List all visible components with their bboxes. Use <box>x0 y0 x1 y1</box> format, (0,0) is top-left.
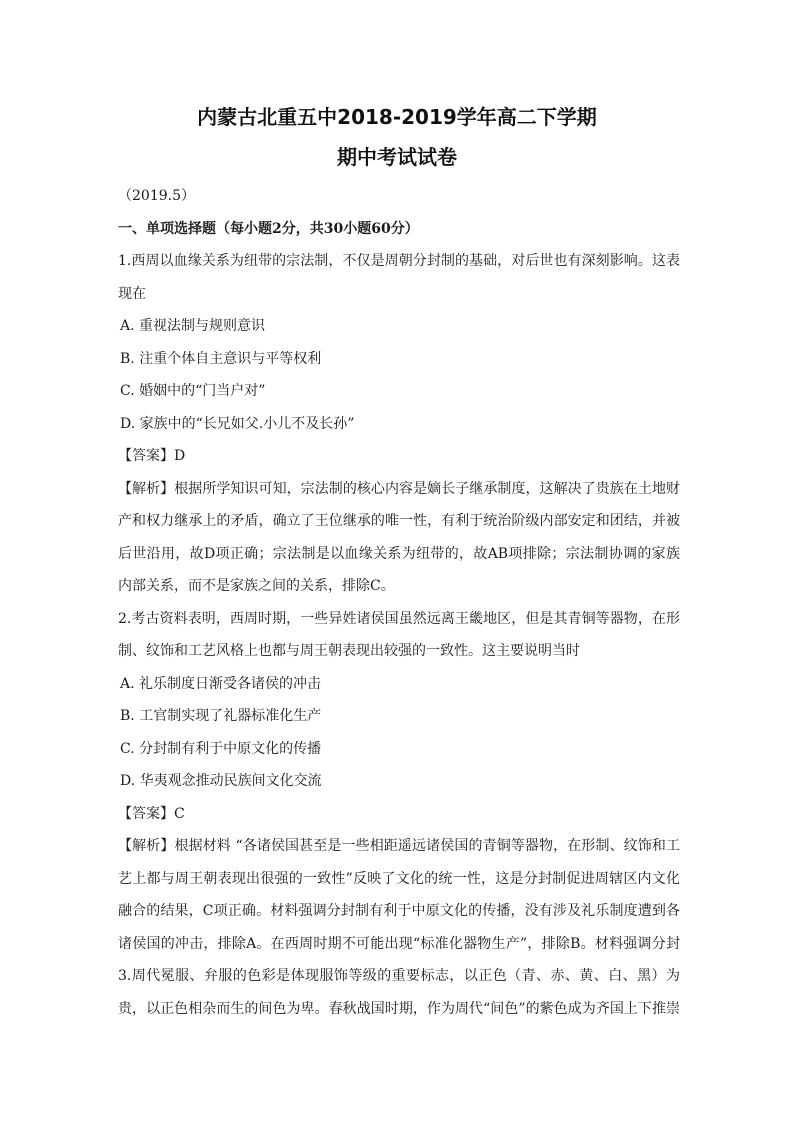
question-1-option-c: C. 婚姻中的“门当户对” <box>120 383 266 399</box>
question-1-option-a: A. 重视法制与规则意识 <box>120 318 266 334</box>
question-1-stem: 1.西周以血缘关系为纽带的宗法制，不仅是周朝分封制的基础，对后世也有深刻影响。这表现在 <box>118 253 680 302</box>
question-2-option-d: D. 华夷观念推动民族间文化交流 <box>120 773 322 789</box>
answer-value: C <box>174 805 185 822</box>
question-3-stem: 3.周代冕服、弁服的色彩是体现服饰等级的重要标志，以正色（青、赤、黄、白、黑）为贵，以正色相杂而生的间色为卑。春秋战国时期，作为周代“间色”的紫色成为齐国上下推崇 <box>118 968 680 1017</box>
analysis-text: 根据材料 “各诸侯国甚至是一些相距遥远诸侯国的青铜等器物，在形制、纹饰和工艺上都与周王朝表现出很强的一致性”反映了文化的统一性，这是分封制促进周辖区内文化融合的结果，C项正确。材料强调分封制有利于中原文化的传播，没有涉及礼乐制度遭到各诸侯国的冲击，排除A。在西周时期不可能出现“标准化器物生产”，排除B。材料强调分封 <box>118 838 680 952</box>
section-heading: 一、单项选择题（每小题2分，共30小题60分） <box>118 220 419 237</box>
question-2-option-a: A. 礼乐制度日渐受各诸侯的冲击 <box>120 675 322 692</box>
analysis-text: 根据所学知识可知，宗法制的核心内容是嫡长子继承制度，这解决了贵族在土地财产和权力继承上的矛盾，确立了王位继承的唯一性，有利于统治阶级内部安定和团结，并被后世沿用，故D项正确；宗法制是以血缘关系为纽带的，故AB项排除；宗法制协调的家族内部关系，而不是家族之间的关系，排除C。 <box>118 480 680 594</box>
document-title: 内蒙古北重五中2018-2019学年高二下学期 <box>197 105 597 129</box>
question-1-answer <box>118 440 680 473</box>
answer-label: 【答案】 <box>118 448 174 464</box>
question-2-analysis <box>118 830 680 960</box>
answer-label: 【答案】 <box>118 805 174 822</box>
exam-date: （2019.5） <box>118 188 195 204</box>
analysis-label: 【解析】 <box>118 838 175 854</box>
question-2-stem: 2.考古资料表明，西周时期，一些异姓诸侯国虽然远离王畿地区，但是其青铜等器物，在形制、纹饰和工艺风格上也都与周王朝表现出较强的一致性。这主要说明当时 <box>118 610 680 659</box>
document-subtitle: 期中考试试卷 <box>337 145 457 169</box>
question-1-option-d: D. 家族中的“长兄如父.小儿不及长孙” <box>120 415 355 432</box>
answer-value: D <box>174 448 186 464</box>
document-body <box>118 180 680 1025</box>
question-1-option-b: B. 注重个体自主意识与平等权利 <box>120 350 322 367</box>
analysis-label: 【解析】 <box>118 480 175 497</box>
question-2-option-c: C. 分封制有利于中原文化的传播 <box>120 740 322 757</box>
question-2-option-b: B. 工官制实现了礼器标准化生产 <box>120 708 322 724</box>
question-1-analysis <box>118 473 680 603</box>
question-2-answer <box>118 798 680 831</box>
